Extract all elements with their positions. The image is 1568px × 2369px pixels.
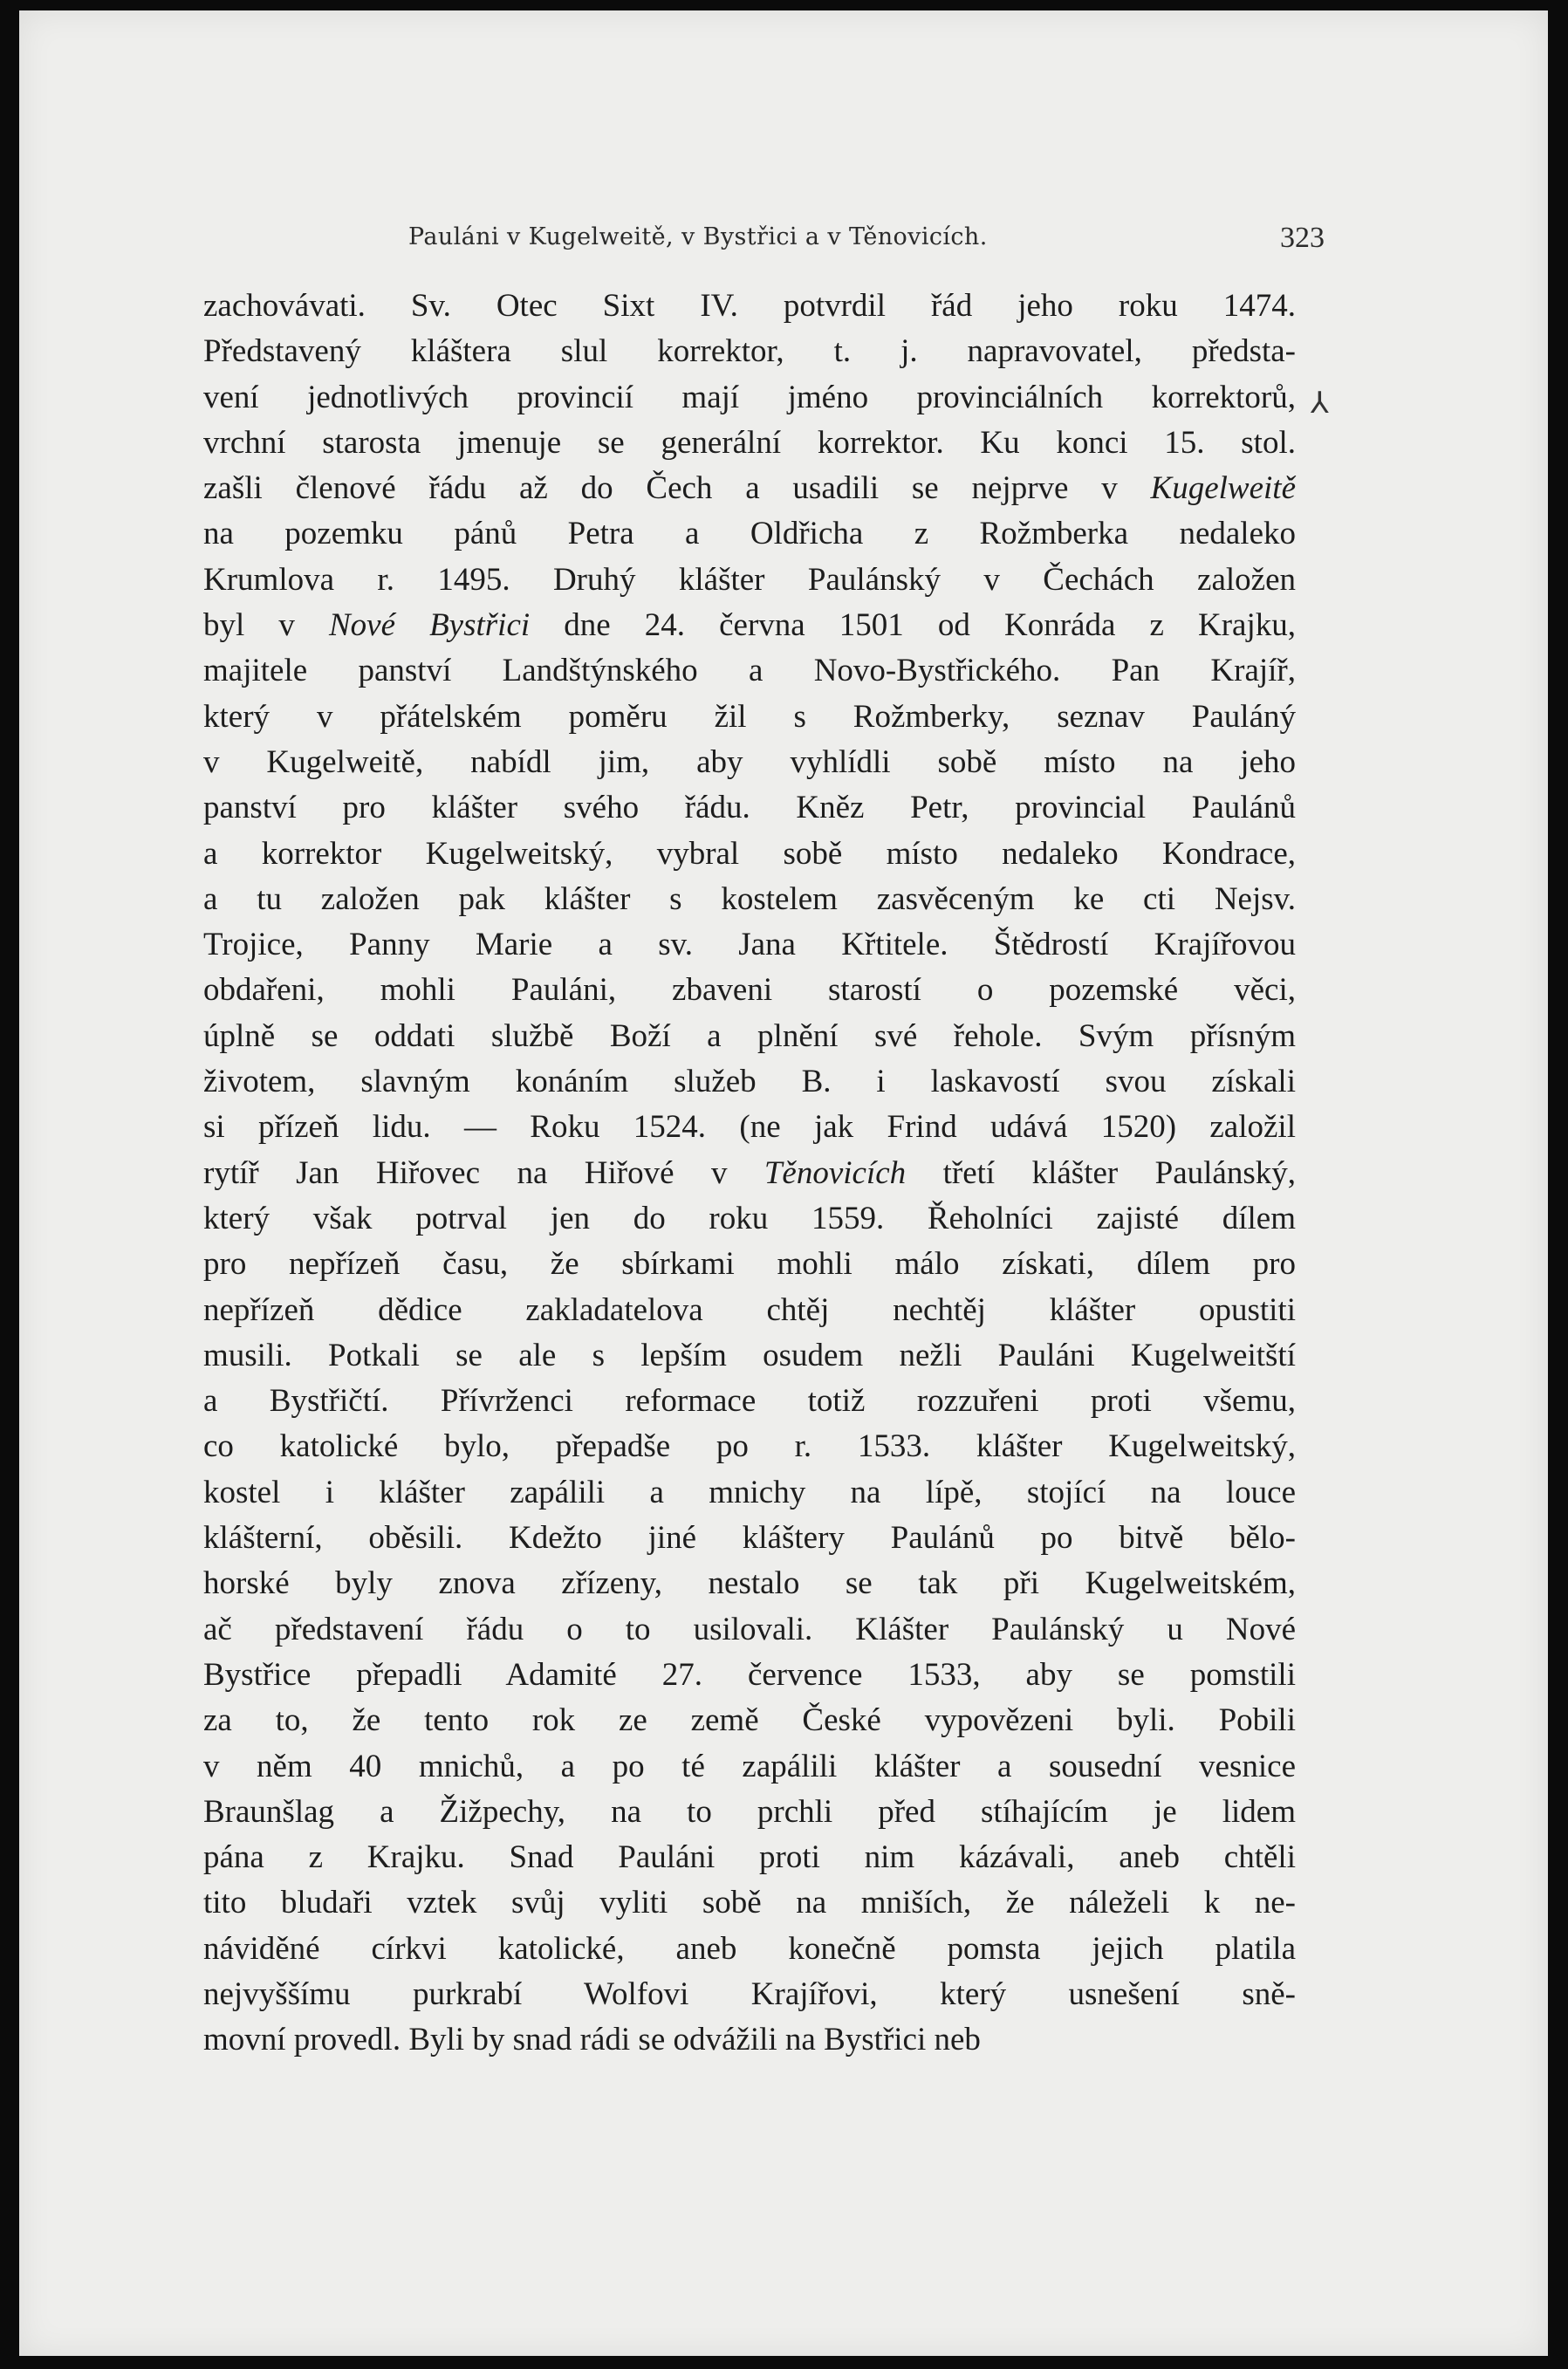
- body-text: [203, 284, 1296, 2064]
- italic-place-name: Kugelweitě: [1150, 470, 1296, 507]
- text-line: majitele panství Landštýnského a Novo-Bystřického. Pan Krajíř,: [203, 653, 1296, 689]
- text-line: si přízeň lidu. — Roku 1524. (ne jak Frind udává 1520) založil: [203, 1109, 1296, 1146]
- text-line: vení jednotlivých provincií mají jméno provinciálních korrektorů,: [203, 379, 1296, 415]
- text-line: nepřízeň dědice zakladatelova chtěj nechtěj klášter opustiti: [203, 1291, 1296, 1328]
- italic-place-name: Těnovicích: [763, 1154, 907, 1191]
- text-fragment: zašli členové řádu až do Čech a usadili se nejprve v: [203, 470, 1151, 507]
- text-line: pro nepřízeň času, že sbírkami mohli málo získati, dílem pro: [203, 1246, 1296, 1283]
- text-line: životem, slavným konáním služeb B. i laskavostí svou získali: [203, 1064, 1296, 1100]
- text-line: [203, 1151, 1296, 1196]
- text-line: ač představení řádu o to usilovali. Klášter Paulánský u Nové: [203, 1611, 1296, 1647]
- text-line: Trojice, Panny Marie a sv. Jana Křtitele. Štědrostí Krajířovou: [203, 927, 1296, 963]
- text-line: klášterní, oběsili. Kdežto jiné kláštery Paulánů po bitvě bělo-: [203, 1520, 1296, 1557]
- text-line: který v přátelském poměru žil s Rožmberky, seznav Pauláný: [203, 698, 1296, 735]
- text-line: co katolické bylo, přepadše po r. 1533. klášter Kugelweitský,: [203, 1428, 1296, 1465]
- text-fragment: byl v: [203, 607, 329, 644]
- text-line: v něm 40 mnichů, a po té zapálili klášter a sousední vesnice: [203, 1748, 1296, 1784]
- page-header: [408, 223, 1325, 258]
- text-line: [203, 466, 1296, 511]
- text-line: kostel i klášter zapálili a mnichy na lípě, stojící na louce: [203, 1474, 1296, 1510]
- text-line: nejvyššímu purkrabí Wolfovi Krajířovi, který usnešení sně-: [203, 1975, 1296, 2012]
- text-line: a korrektor Kugelweitský, vybral sobě místo nedaleko Kondrace,: [203, 835, 1296, 872]
- text-fragment: třetí klášter Paulánský,: [906, 1154, 1296, 1191]
- text-line: Braunšlag a Žižpechy, na to prchli před stíhajícím je lidem: [203, 1793, 1296, 1830]
- text-line: a Bystřičtí. Přívrženci reformace totiž rozzuřeni proti všemu,: [203, 1383, 1296, 1420]
- text-line: náviděné církvi katolické, aneb konečně pomsta jejich platila: [203, 1930, 1296, 1967]
- text-line: a tu založen pak klášter s kostelem zasvěceným ke cti Nejsv.: [203, 880, 1296, 917]
- text-line: panství pro klášter svého řádu. Kněz Petr, provincial Paulánů: [203, 790, 1296, 826]
- text-line: tito bludaři vztek svůj vyliti sobě na mniších, že náleželi k ne-: [203, 1885, 1296, 1921]
- text-line: který však potrval jen do roku 1559. Řeholníci zajisté dílem: [203, 1200, 1296, 1236]
- text-line: v Kugelweitě, nabídl jim, aby vyhlídli sobě místo na jeho: [203, 743, 1296, 780]
- text-line: zachovávati. Sv. Otec Sixt IV. potvrdil řád jeho roku 1474.: [203, 288, 1296, 324]
- text-line: Krumlova r. 1495. Druhý klášter Paulánský v Čechách založen: [203, 561, 1296, 598]
- text-line: [203, 603, 1296, 648]
- margin-mark: ⅄: [1311, 386, 1329, 421]
- text-line: Představený kláštera slul korrektor, t. j. napravovatel, předsta-: [203, 333, 1296, 370]
- running-head: Pauláni v Kugelweitě, v Bystřici a v Těnovicích.: [408, 223, 988, 250]
- text-line: vrchní starosta jmenuje se generální korrektor. Ku konci 15. stol.: [203, 424, 1296, 461]
- text-line: movní provedl. Byli by snad rádi se odvážili na Bystřici neb: [203, 2022, 981, 2058]
- page-number: 323: [1280, 222, 1325, 254]
- text-fragment: dne 24. června 1501 od Konráda z Krajku,: [530, 607, 1296, 644]
- text-line: Bystřice přepadli Adamité 27. července 1533, aby se pomstili: [203, 1656, 1296, 1693]
- text-fragment: rytíř Jan Hiřovec na Hiřové v: [203, 1154, 764, 1191]
- text-line: horské byly znova zřízeny, nestalo se tak při Kugelweitském,: [203, 1565, 1296, 1602]
- text-line: za to, že tento rok ze země České vypovězeni byli. Pobili: [203, 1702, 1296, 1739]
- text-line: musili. Potkali se ale s lepším osudem nežli Pauláni Kugelweitští: [203, 1337, 1296, 1373]
- text-line: úplně se oddati službě Boží a plnění své řehole. Svým přísným: [203, 1017, 1296, 1054]
- text-line: pána z Krajku. Snad Pauláni proti nim kázávali, aneb chtěli: [203, 1839, 1296, 1876]
- italic-place-name: Nové Bystřici: [328, 607, 531, 644]
- text-line: na pozemku pánů Petra a Oldřicha z Rožmberka nedaleko: [203, 516, 1296, 552]
- text-line: obdařeni, mohli Pauláni, zbaveni starostí o pozemské věci,: [203, 972, 1296, 1009]
